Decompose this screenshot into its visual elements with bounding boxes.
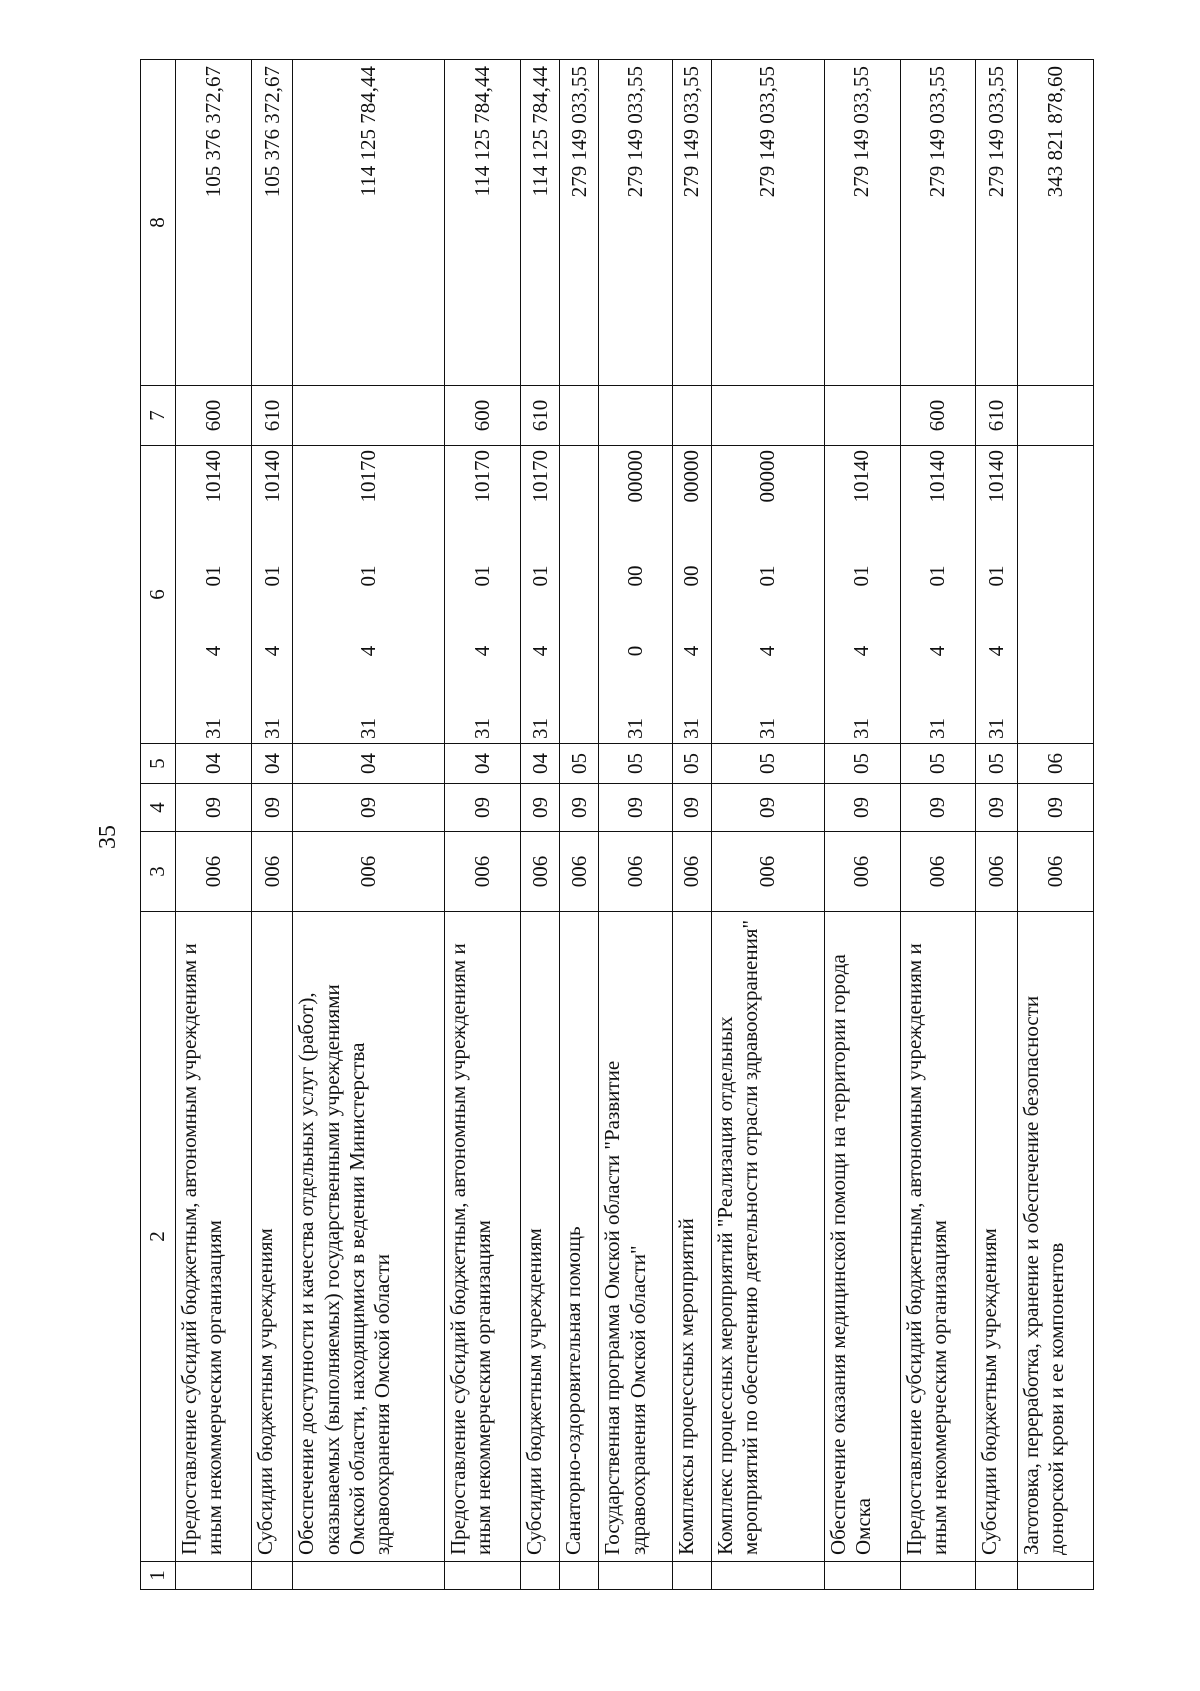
grbs-code: 006 <box>251 832 293 912</box>
expense-type-code: 600 <box>176 386 252 446</box>
table-row <box>712 60 825 1590</box>
table-row <box>599 60 672 1590</box>
grbs-code: 006 <box>900 832 976 912</box>
csr-structure: 01 <box>849 565 874 587</box>
col-header-3: 3 <box>141 832 176 912</box>
row-name: Государственная программа Омской области "Развитие здравоохранения Омской области" <box>599 912 672 1562</box>
amount: 279 149 033,55 <box>560 60 599 386</box>
table-row <box>672 60 711 1590</box>
row-name: Предоставление субсидий бюджетным, автономным учреждениям и иным некоммерческим организациям <box>900 912 976 1562</box>
target-article-code <box>824 446 900 744</box>
csr-program: 31 <box>925 718 950 739</box>
csr-direction: 10140 <box>259 450 284 503</box>
csr-program: 31 <box>984 718 1009 739</box>
page-number: 35 <box>94 825 121 849</box>
row-name: Заготовка, переработка, хранение и обеспечение безопасности донорской крови и ее компонентов <box>1017 912 1093 1562</box>
table-row <box>176 60 252 1590</box>
section-code: 09 <box>1017 784 1093 832</box>
row-number-cell <box>251 1562 293 1590</box>
expense-type-code <box>293 386 445 446</box>
row-number-cell <box>712 1562 825 1590</box>
row-name: Комплексы процессных мероприятий <box>672 912 711 1562</box>
csr-direction: 10170 <box>527 450 552 503</box>
table-row <box>521 60 560 1590</box>
header-row <box>141 60 176 1590</box>
subsection-code: 04 <box>445 744 521 784</box>
target-article-code <box>521 446 560 744</box>
csr-direction: 10140 <box>849 450 874 503</box>
col-header-5: 5 <box>141 744 176 784</box>
subsection-code: 04 <box>251 744 293 784</box>
csr-structure: 01 <box>470 565 495 587</box>
grbs-code: 006 <box>824 832 900 912</box>
table-row <box>560 60 599 1590</box>
subsection-code: 05 <box>900 744 976 784</box>
grbs-code: 006 <box>976 832 1018 912</box>
row-name: Санаторно-оздоровительная помощь <box>560 912 599 1562</box>
csr-structure: 01 <box>755 565 780 587</box>
row-number-cell <box>900 1562 976 1590</box>
row-number-cell <box>672 1562 711 1590</box>
expense-type-code <box>712 386 825 446</box>
grbs-code: 006 <box>293 832 445 912</box>
grbs-code: 006 <box>1017 832 1093 912</box>
row-number-cell <box>560 1562 599 1590</box>
row-number-cell <box>521 1562 560 1590</box>
csr-structure: 01 <box>925 565 950 587</box>
target-article-code <box>176 446 252 744</box>
csr-structure: 01 <box>200 565 225 587</box>
csr-program: 31 <box>679 718 704 739</box>
csr-structure: 00 <box>679 565 704 587</box>
target-article-code <box>712 446 825 744</box>
row-number-cell <box>293 1562 445 1590</box>
csr-direction: 10140 <box>925 450 950 503</box>
amount: 114 125 784,44 <box>445 60 521 386</box>
table-row <box>976 60 1018 1590</box>
subsection-code: 05 <box>672 744 711 784</box>
col-header-6: 6 <box>141 446 176 744</box>
amount: 279 149 033,55 <box>712 60 825 386</box>
csr-structure: 00 <box>623 565 648 587</box>
expense-type-code: 610 <box>251 386 293 446</box>
row-number-cell <box>824 1562 900 1590</box>
target-article-code <box>672 446 711 744</box>
budget-table <box>140 59 1094 1590</box>
col-header-1: 1 <box>141 1562 176 1590</box>
section-code: 09 <box>712 784 825 832</box>
subsection-code: 04 <box>293 744 445 784</box>
csr-type: 4 <box>356 645 381 657</box>
section-code: 09 <box>560 784 599 832</box>
grbs-code: 006 <box>712 832 825 912</box>
row-number-cell <box>176 1562 252 1590</box>
csr-structure: 01 <box>356 565 381 587</box>
table-row <box>824 60 900 1590</box>
target-article-code <box>293 446 445 744</box>
csr-type: 4 <box>984 645 1009 657</box>
section-code: 09 <box>824 784 900 832</box>
expense-type-code <box>599 386 672 446</box>
csr-type: 4 <box>925 645 950 657</box>
grbs-code: 006 <box>521 832 560 912</box>
col-header-7: 7 <box>141 386 176 446</box>
row-name: Субсидии бюджетным учреждениям <box>251 912 293 1562</box>
col-header-8: 8 <box>141 60 176 386</box>
csr-type: 4 <box>200 645 225 657</box>
amount: 343 821 878,60 <box>1017 60 1093 386</box>
csr-direction: 00000 <box>679 450 704 503</box>
target-article-code <box>445 446 521 744</box>
csr-direction: 10170 <box>470 450 495 503</box>
csr-type: 4 <box>527 645 552 657</box>
csr-program: 31 <box>527 718 552 739</box>
csr-direction: 10140 <box>200 450 225 503</box>
subsection-code: 05 <box>599 744 672 784</box>
amount: 279 149 033,55 <box>900 60 976 386</box>
subsection-code: 05 <box>712 744 825 784</box>
table-row <box>251 60 293 1590</box>
row-name: Субсидии бюджетным учреждениям <box>976 912 1018 1562</box>
target-article-code <box>1017 446 1093 744</box>
grbs-code: 006 <box>560 832 599 912</box>
subsection-code: 06 <box>1017 744 1093 784</box>
csr-program: 31 <box>849 718 874 739</box>
target-article-code <box>251 446 293 744</box>
csr-direction: 10140 <box>984 450 1009 503</box>
section-code: 09 <box>521 784 560 832</box>
col-header-4: 4 <box>141 784 176 832</box>
csr-program: 31 <box>356 718 381 739</box>
amount: 105 376 372,67 <box>251 60 293 386</box>
csr-type: 0 <box>623 645 648 657</box>
csr-program: 31 <box>755 718 780 739</box>
row-number-cell <box>1017 1562 1093 1590</box>
csr-type: 4 <box>470 645 495 657</box>
amount: 279 149 033,55 <box>976 60 1018 386</box>
amount: 279 149 033,55 <box>599 60 672 386</box>
amount: 279 149 033,55 <box>672 60 711 386</box>
csr-direction: 00000 <box>623 450 648 503</box>
expense-type-code <box>1017 386 1093 446</box>
csr-type: 4 <box>849 645 874 657</box>
subsection-code: 05 <box>560 744 599 784</box>
csr-type: 4 <box>679 645 704 657</box>
section-code: 09 <box>176 784 252 832</box>
row-name: Субсидии бюджетным учреждениям <box>521 912 560 1562</box>
expense-type-code: 600 <box>445 386 521 446</box>
csr-program: 31 <box>259 718 284 739</box>
row-name: Предоставление субсидий бюджетным, автономным учреждениям и иным некоммерческим организациям <box>176 912 252 1562</box>
csr-direction: 10170 <box>356 450 381 503</box>
csr-structure: 01 <box>984 565 1009 587</box>
table-row <box>1017 60 1093 1590</box>
section-code: 09 <box>445 784 521 832</box>
section-code: 09 <box>293 784 445 832</box>
row-name: Предоставление субсидий бюджетным, автономным учреждениям и иным некоммерческим организациям <box>445 912 521 1562</box>
csr-type: 4 <box>755 645 780 657</box>
csr-type: 4 <box>259 645 284 657</box>
amount: 114 125 784,44 <box>521 60 560 386</box>
csr-direction: 00000 <box>755 450 780 503</box>
csr-structure: 01 <box>527 565 552 587</box>
amount: 279 149 033,55 <box>824 60 900 386</box>
expense-type-code: 600 <box>900 386 976 446</box>
target-article-code <box>599 446 672 744</box>
section-code: 09 <box>976 784 1018 832</box>
expense-type-code <box>560 386 599 446</box>
table-row <box>900 60 976 1590</box>
csr-program: 31 <box>623 718 648 739</box>
table-row <box>293 60 445 1590</box>
section-code: 09 <box>251 784 293 832</box>
amount: 114 125 784,44 <box>293 60 445 386</box>
rotated-page-content <box>140 60 1094 1590</box>
subsection-code: 05 <box>824 744 900 784</box>
row-number-cell <box>445 1562 521 1590</box>
section-code: 09 <box>672 784 711 832</box>
target-article-code <box>900 446 976 744</box>
csr-structure: 01 <box>259 565 284 587</box>
grbs-code: 006 <box>176 832 252 912</box>
row-number-cell <box>976 1562 1018 1590</box>
section-code: 09 <box>900 784 976 832</box>
csr-program: 31 <box>470 718 495 739</box>
row-name: Обеспечение оказания медицинской помощи на территории города Омска <box>824 912 900 1562</box>
subsection-code: 05 <box>976 744 1018 784</box>
row-number-cell <box>599 1562 672 1590</box>
target-article-code <box>560 446 599 744</box>
row-name: Обеспечение доступности и качества отдельных услуг (работ), оказываемых (выполняемых) государственными учреждениями Омской области, находящимися в ведении Министерства здравоохранения Омской области <box>293 912 445 1562</box>
target-article-code <box>976 446 1018 744</box>
table-row <box>445 60 521 1590</box>
grbs-code: 006 <box>672 832 711 912</box>
grbs-code: 006 <box>599 832 672 912</box>
col-header-2: 2 <box>141 912 176 1562</box>
section-code: 09 <box>599 784 672 832</box>
expense-type-code <box>824 386 900 446</box>
amount: 105 376 372,67 <box>176 60 252 386</box>
table-body <box>176 60 1094 1590</box>
grbs-code: 006 <box>445 832 521 912</box>
expense-type-code: 610 <box>976 386 1018 446</box>
csr-program: 31 <box>200 718 225 739</box>
subsection-code: 04 <box>176 744 252 784</box>
subsection-code: 04 <box>521 744 560 784</box>
expense-type-code: 610 <box>521 386 560 446</box>
expense-type-code <box>672 386 711 446</box>
row-name: Комплекс процессных мероприятий "Реализация отдельных мероприятий по обеспечению деятельности отрасли здравоохранения" <box>712 912 825 1562</box>
